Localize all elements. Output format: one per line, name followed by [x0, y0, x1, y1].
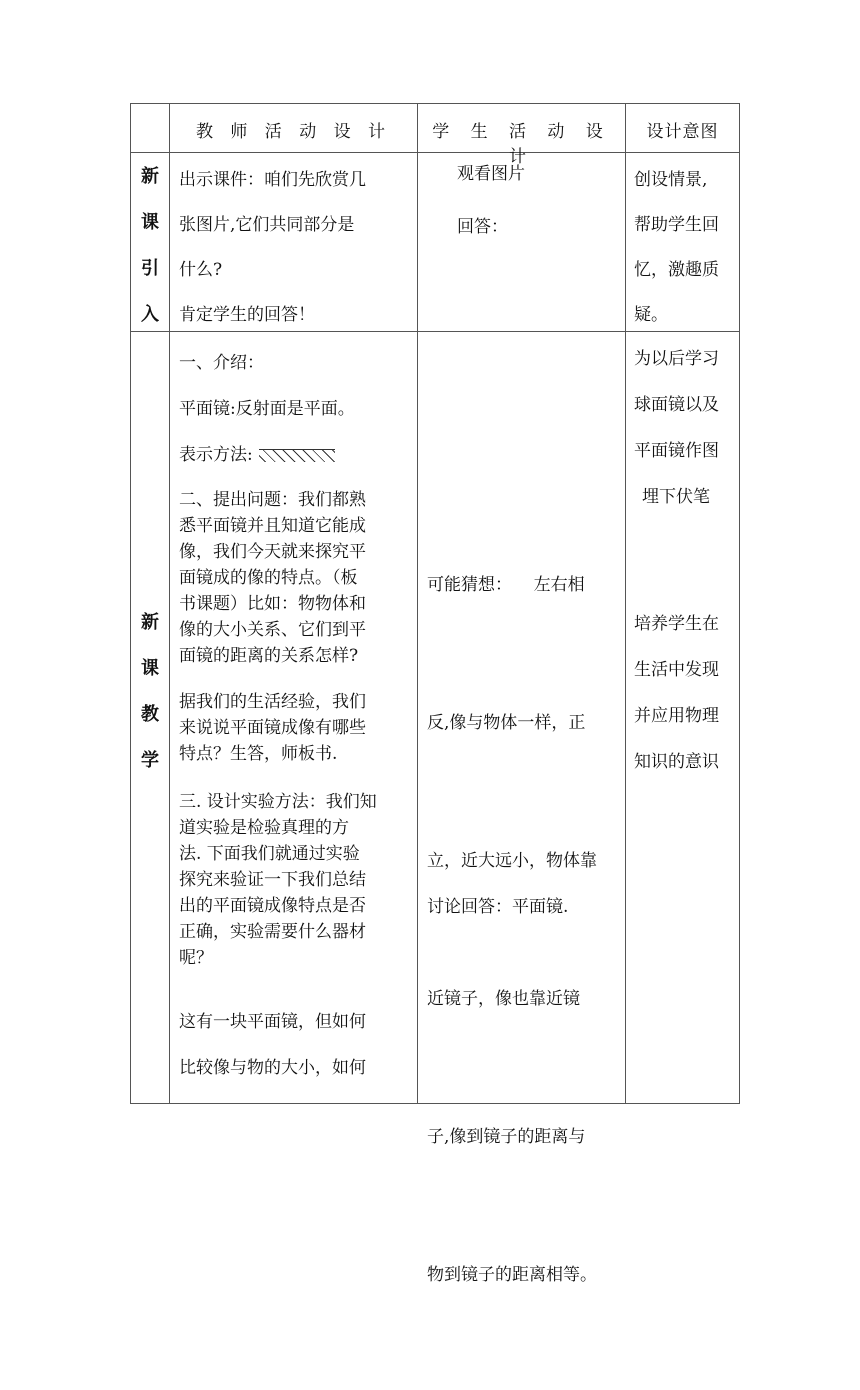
intro-student-activity: 观看图片 回答：: [457, 164, 525, 237]
section-label-intro: 新 课 引 入: [141, 166, 159, 325]
intro-design-intent: 创设情景, 帮助学生回 忆，激趣质 疑。: [634, 170, 719, 325]
teaching-mirror-question: 这有一块平面镜，但如何 比较像与物的大小，如何: [179, 1012, 366, 1078]
teaching-intent-application: 培养学生在 生活中发现 并应用物理 知识的意识: [634, 614, 719, 772]
header-teacher: 教 师 活 动 设 计: [195, 122, 392, 142]
header-student: 学 生 活 动 设 计: [432, 122, 611, 167]
section-label-teaching: 新 课 教 学: [141, 612, 159, 771]
teaching-experience: 据我们的生活经验，我们 来说说平面镜成像有哪些 特点？生答，师板书.: [179, 692, 366, 764]
header-intent: 设计意图: [646, 122, 719, 142]
teaching-experiment-design: 三. 设计实验方法：我们知 道实验是检验真理的方 法. 下面我们就通过实验 探究来验证一下我们总结 出的平面镜成像特点是否 正确，实验需要什么器材 呢？: [179, 792, 377, 968]
student-discussion: 讨论回答：平面镜.: [427, 897, 569, 917]
teaching-intent-foreshadow: 为以后学习 球面镜以及 平面镜作图 埋下伏笔: [634, 349, 719, 507]
column-divider: [625, 104, 626, 1104]
column-divider: [417, 104, 418, 1104]
lesson-plan-table: [130, 103, 740, 1285]
student-guesses: 可能猜想： 左右相 反,像与物体一样，正 立，近大远小，物体靠 近镜子，像也靠近镜 子,像到镜子的距离与 物到镜子的距离相等。: [427, 575, 597, 1285]
column-divider: [169, 104, 170, 1104]
mirror-symbol: [259, 449, 335, 462]
teaching-question: 二、提出问题：我们都熟 悉平面镜并且知道它能成 像，我们今天就来探究平 面镜成的像的特点。（板 书课题）比如：物物体和 像的大小关系、它们到平 面镜的距离的关系怎样?: [179, 490, 366, 666]
teaching-intro: 一、介绍： 平面镜:反射面是平面。 表示方法:: [179, 353, 355, 465]
intro-teacher-activity: 出示课件：咱们先欣赏几 张图片,它们共同部分是 什么? 肯定学生的回答！: [179, 170, 366, 325]
